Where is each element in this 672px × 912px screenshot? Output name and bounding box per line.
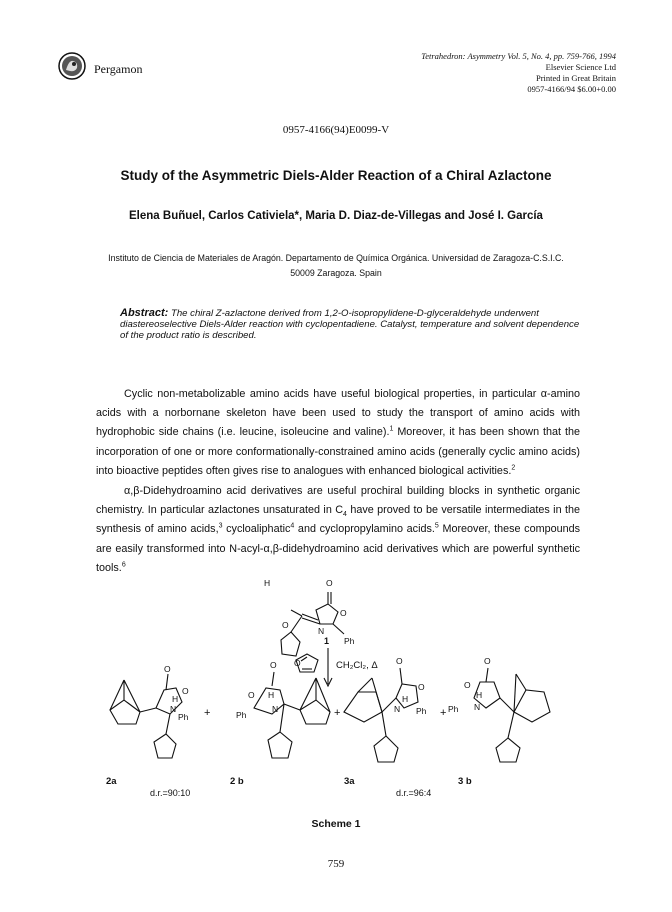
journal-printed: Printed in Great Britain bbox=[535, 73, 616, 83]
atom-label: Ph bbox=[448, 704, 459, 714]
atom-label: O bbox=[270, 660, 277, 670]
journal-issn: 0957-4166/94 $6.00+0.00 bbox=[527, 84, 616, 94]
journal-publisher: Elsevier Science Ltd bbox=[545, 62, 616, 72]
article-title: Study of the Asymmetric Diels-Alder Reaction of a Chiral Azlactone bbox=[120, 168, 552, 183]
atom-label: Ph bbox=[344, 636, 355, 646]
atom-label: O bbox=[464, 680, 471, 690]
abstract bbox=[120, 308, 580, 341]
affiliation-line: Instituto de Ciencia de Materiales de Aragón. Departamento de Química Orgánica. Universidad de Zaragoza-C.S.I.C. bbox=[108, 253, 564, 263]
text-run: Moreover, these compounds are easily transformed into N-acyl-α,β-didehydroamino acid derivatives which are powerful synthetic tools. bbox=[96, 523, 580, 574]
compound-3b-label: 3 b bbox=[458, 776, 472, 787]
citation-ref: 1 bbox=[389, 425, 394, 433]
citation-ref: 4 bbox=[290, 522, 295, 530]
atom-label: Ph bbox=[416, 706, 427, 716]
atom-label: H bbox=[268, 690, 275, 700]
citation-ref: 6 bbox=[121, 561, 126, 569]
text-run: Moreover, it has been shown that the incorporation of one or more conformationally-constrained amino acids (generally cyclic amino acids) into bioactive peptides often gives rise to analogues with enhanced biological activities. bbox=[96, 426, 581, 477]
atom-label: N bbox=[474, 702, 481, 712]
text-run: cycloaliphatic bbox=[222, 523, 291, 536]
subscript: 4 bbox=[343, 511, 347, 519]
plus-sign: + bbox=[204, 707, 211, 719]
atom-label: O bbox=[326, 578, 333, 588]
atom-label: O bbox=[340, 608, 347, 618]
journal-info bbox=[316, 51, 616, 95]
reagent-label: CH₂Cl₂, Δ bbox=[336, 660, 378, 671]
citation-ref: 5 bbox=[434, 522, 439, 530]
compound-3a-structure bbox=[344, 668, 418, 762]
atom-label: O bbox=[182, 686, 189, 696]
atom-label: Ph bbox=[236, 710, 247, 720]
atom-label: N bbox=[272, 704, 279, 714]
page-number: 759 bbox=[327, 858, 345, 870]
journal-citation: Tetrahedron: Asymmetry Vol. 5, No. 4, pp. 759-766, 1994 bbox=[421, 51, 616, 61]
atom-label: N bbox=[170, 704, 177, 714]
atom-label: O bbox=[164, 664, 171, 674]
affiliation-city: 50009 Zaragoza. Spain bbox=[290, 268, 382, 278]
atom-label: O bbox=[484, 656, 491, 666]
publisher-name: Pergamon bbox=[94, 62, 143, 76]
plus-sign: + bbox=[334, 707, 341, 719]
scheme-caption: Scheme 1 bbox=[311, 818, 361, 830]
citation-ref: 3 bbox=[218, 522, 223, 530]
atom-label: O bbox=[294, 658, 301, 668]
abstract-text: The chiral Z-azlactone derived from 1,2-O-isopropylidene-D-glyceraldehyde underwent diastereoselective Diels-Alder reaction with cyclopentadiene. Catalyst, temperature and solvent dependence of the product ratio is described. bbox=[120, 308, 580, 341]
ratio-3: d.r.=96:4 bbox=[396, 788, 432, 798]
citation-ref: 2 bbox=[511, 464, 516, 472]
body-paragraph-1 bbox=[96, 385, 580, 481]
compound-1-structure bbox=[281, 592, 344, 656]
atom-label: O bbox=[248, 690, 255, 700]
text-run: Cyclic non-metabolizable amino acids have useful biological properties, in particular α-amino acids with a norbornane skeleton have been used to study the transport of amino acids with hydrophobic side chains (i.e. leucine, isoleucine and valine). bbox=[96, 388, 580, 439]
compound-1-label: 1 bbox=[324, 636, 330, 646]
ratio-2: d.r.=90:10 bbox=[150, 788, 191, 798]
article-doi: 0957-4166(94)E0099-V bbox=[282, 124, 390, 136]
compound-2b-structure bbox=[254, 672, 330, 758]
compound-2b-label: 2 b bbox=[230, 776, 244, 787]
atom-label: N bbox=[394, 704, 401, 714]
atom-label: N bbox=[318, 626, 325, 636]
compound-3b-structure bbox=[474, 668, 550, 762]
atom-label: H bbox=[172, 694, 179, 704]
text-run: have proved to be versatile intermediates in the synthesis of amino acids, bbox=[96, 504, 580, 536]
plus-sign: + bbox=[440, 707, 447, 719]
abstract-label: Abstract: bbox=[120, 307, 169, 319]
atom-label: O bbox=[418, 682, 425, 692]
atom-label: H bbox=[476, 690, 483, 700]
atom-label: H bbox=[264, 578, 271, 588]
compound-2a-label: 2a bbox=[106, 776, 117, 787]
compound-2a-structure bbox=[110, 674, 182, 758]
text-run: and cyclopropylamino acids. bbox=[294, 523, 435, 536]
author-list: Elena Buñuel, Carlos Cativiela*, Maria D. Diaz-de-Villegas and José I. García bbox=[129, 210, 543, 222]
compound-3a-label: 3a bbox=[344, 776, 355, 787]
atom-label: H bbox=[402, 694, 409, 704]
reaction-scheme bbox=[96, 562, 580, 817]
text-run: α,β-Didehydroamino acid derivatives are useful prochiral building blocks in synthetic organic chemistry. In particular azlactones unsaturated in C bbox=[96, 485, 580, 517]
pergamon-logo-icon bbox=[58, 52, 86, 80]
atom-label: Ph bbox=[178, 712, 189, 722]
atom-label: O bbox=[282, 620, 289, 630]
atom-label: O bbox=[396, 656, 403, 666]
affiliation bbox=[40, 251, 632, 281]
